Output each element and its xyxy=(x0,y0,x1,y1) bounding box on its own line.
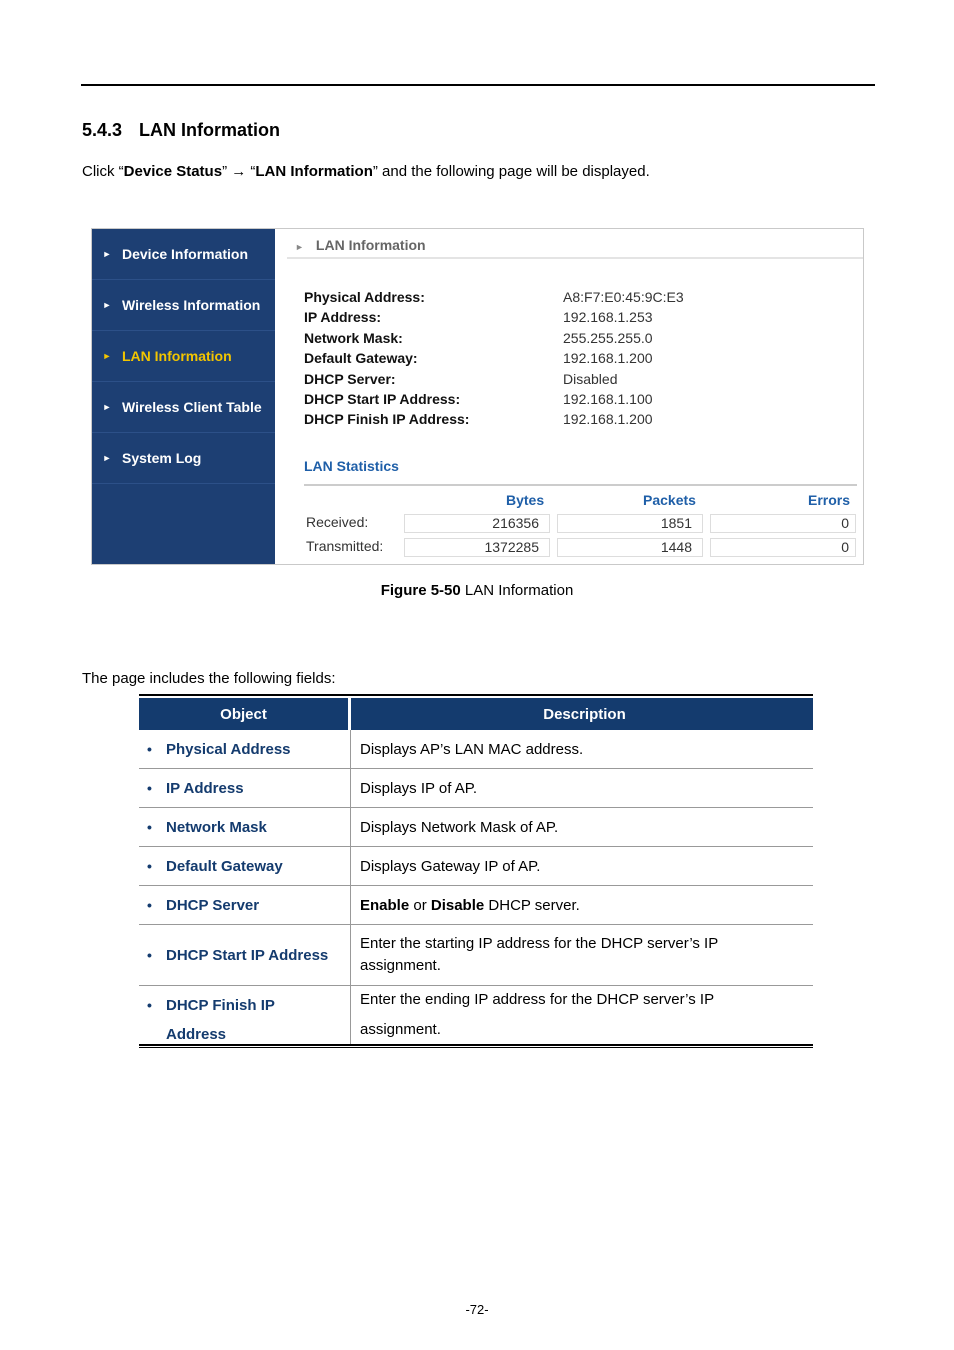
page-number: -72- xyxy=(465,1302,489,1317)
fields-table xyxy=(139,694,813,1048)
fields-intro: The page includes the following fields: xyxy=(82,670,336,687)
bullet-icon: • xyxy=(147,997,152,1013)
transmitted-errors: 0 xyxy=(710,538,856,557)
info-row: IP Address: 192.168.1.253 xyxy=(304,309,653,326)
arrow-right-icon: ► xyxy=(102,351,112,361)
stats-row-received: Received: 216356 1851 0 xyxy=(304,512,857,536)
arrow-right-icon: ► xyxy=(102,249,112,259)
info-row: DHCP Server: Disabled xyxy=(304,370,618,387)
stats-row-transmitted: Transmitted: 1372285 1448 0 xyxy=(304,536,857,560)
packets-header: Packets xyxy=(643,492,696,508)
breadcrumb: ► LAN Information xyxy=(287,237,863,259)
table-row: • Default Gateway Displays Gateway IP of AP. xyxy=(139,847,813,886)
arrow-right-icon: ► xyxy=(102,402,112,412)
sidebar-item-system-log[interactable]: ► System Log xyxy=(92,433,275,484)
main-panel xyxy=(275,229,863,564)
lan-statistics-title: LAN Statistics xyxy=(304,458,399,474)
sidebar-item-wireless-client-table[interactable]: ► Wireless Client Table xyxy=(92,382,275,433)
section-title: LAN Information xyxy=(139,120,280,140)
transmitted-packets: 1448 xyxy=(557,538,703,557)
sidebar-item-device-information[interactable]: ► Device Information xyxy=(92,229,275,280)
table-row: • DHCP Server Enable or Disable DHCP server. xyxy=(139,886,813,925)
sidebar xyxy=(92,229,275,564)
lan-information-screenshot xyxy=(91,228,864,565)
received-bytes: 216356 xyxy=(404,514,550,533)
info-row: Default Gateway: 192.168.1.200 xyxy=(304,350,653,367)
lan-info-list xyxy=(304,289,684,432)
table-header xyxy=(139,696,813,730)
description-header: Description xyxy=(351,698,813,730)
section-number: 5.4.3 xyxy=(82,120,123,140)
sidebar-item-lan-information[interactable]: ► LAN Information xyxy=(92,331,275,382)
table-row: • DHCP Start IP Address Enter the starting IP address for the DHCP server’s IP assignment. xyxy=(139,925,813,986)
bullet-icon: • xyxy=(147,897,152,913)
intro-text: Click “Device Status” → “LAN Information” and the following page will be displayed. xyxy=(82,163,650,180)
info-row: Physical Address: A8:F7:E0:45:9C:E3 xyxy=(304,289,684,305)
stats-header xyxy=(304,492,857,512)
transmitted-bytes: 1372285 xyxy=(404,538,550,557)
top-rule xyxy=(81,84,875,86)
bytes-header: Bytes xyxy=(506,492,545,508)
arrow-right-icon: ► xyxy=(102,300,112,310)
table-row: • DHCP Finish IP Address Enter the ending IP address for the DHCP server’s IP assignment. xyxy=(139,986,813,1044)
divider xyxy=(304,484,857,486)
info-row: DHCP Start IP Address: 192.168.1.100 xyxy=(304,390,653,407)
section-heading xyxy=(82,120,280,141)
bullet-icon: • xyxy=(147,858,152,874)
table-row: • IP Address Displays IP of AP. xyxy=(139,769,813,808)
figure-caption: Figure 5-50 LAN Information xyxy=(380,582,574,599)
object-header: Object xyxy=(139,698,351,730)
received-packets: 1851 xyxy=(557,514,703,533)
table-row: • Network Mask Displays Network Mask of AP. xyxy=(139,808,813,847)
bullet-icon: • xyxy=(147,741,152,757)
arrow-right-icon: ► xyxy=(295,242,304,252)
bullet-icon: • xyxy=(147,819,152,835)
received-errors: 0 xyxy=(710,514,856,533)
errors-header: Errors xyxy=(808,492,851,508)
info-row: DHCP Finish IP Address: 192.168.1.200 xyxy=(304,411,653,428)
lan-statistics-table xyxy=(304,492,857,560)
table-row: • Physical Address Displays AP’s LAN MAC address. xyxy=(139,730,813,769)
arrow-right-icon: ► xyxy=(102,453,112,463)
bullet-icon: • xyxy=(147,780,152,796)
info-row: Network Mask: 255.255.255.0 xyxy=(304,329,653,346)
bullet-icon: • xyxy=(147,947,152,963)
sidebar-item-wireless-information[interactable]: ► Wireless Information xyxy=(92,280,275,331)
